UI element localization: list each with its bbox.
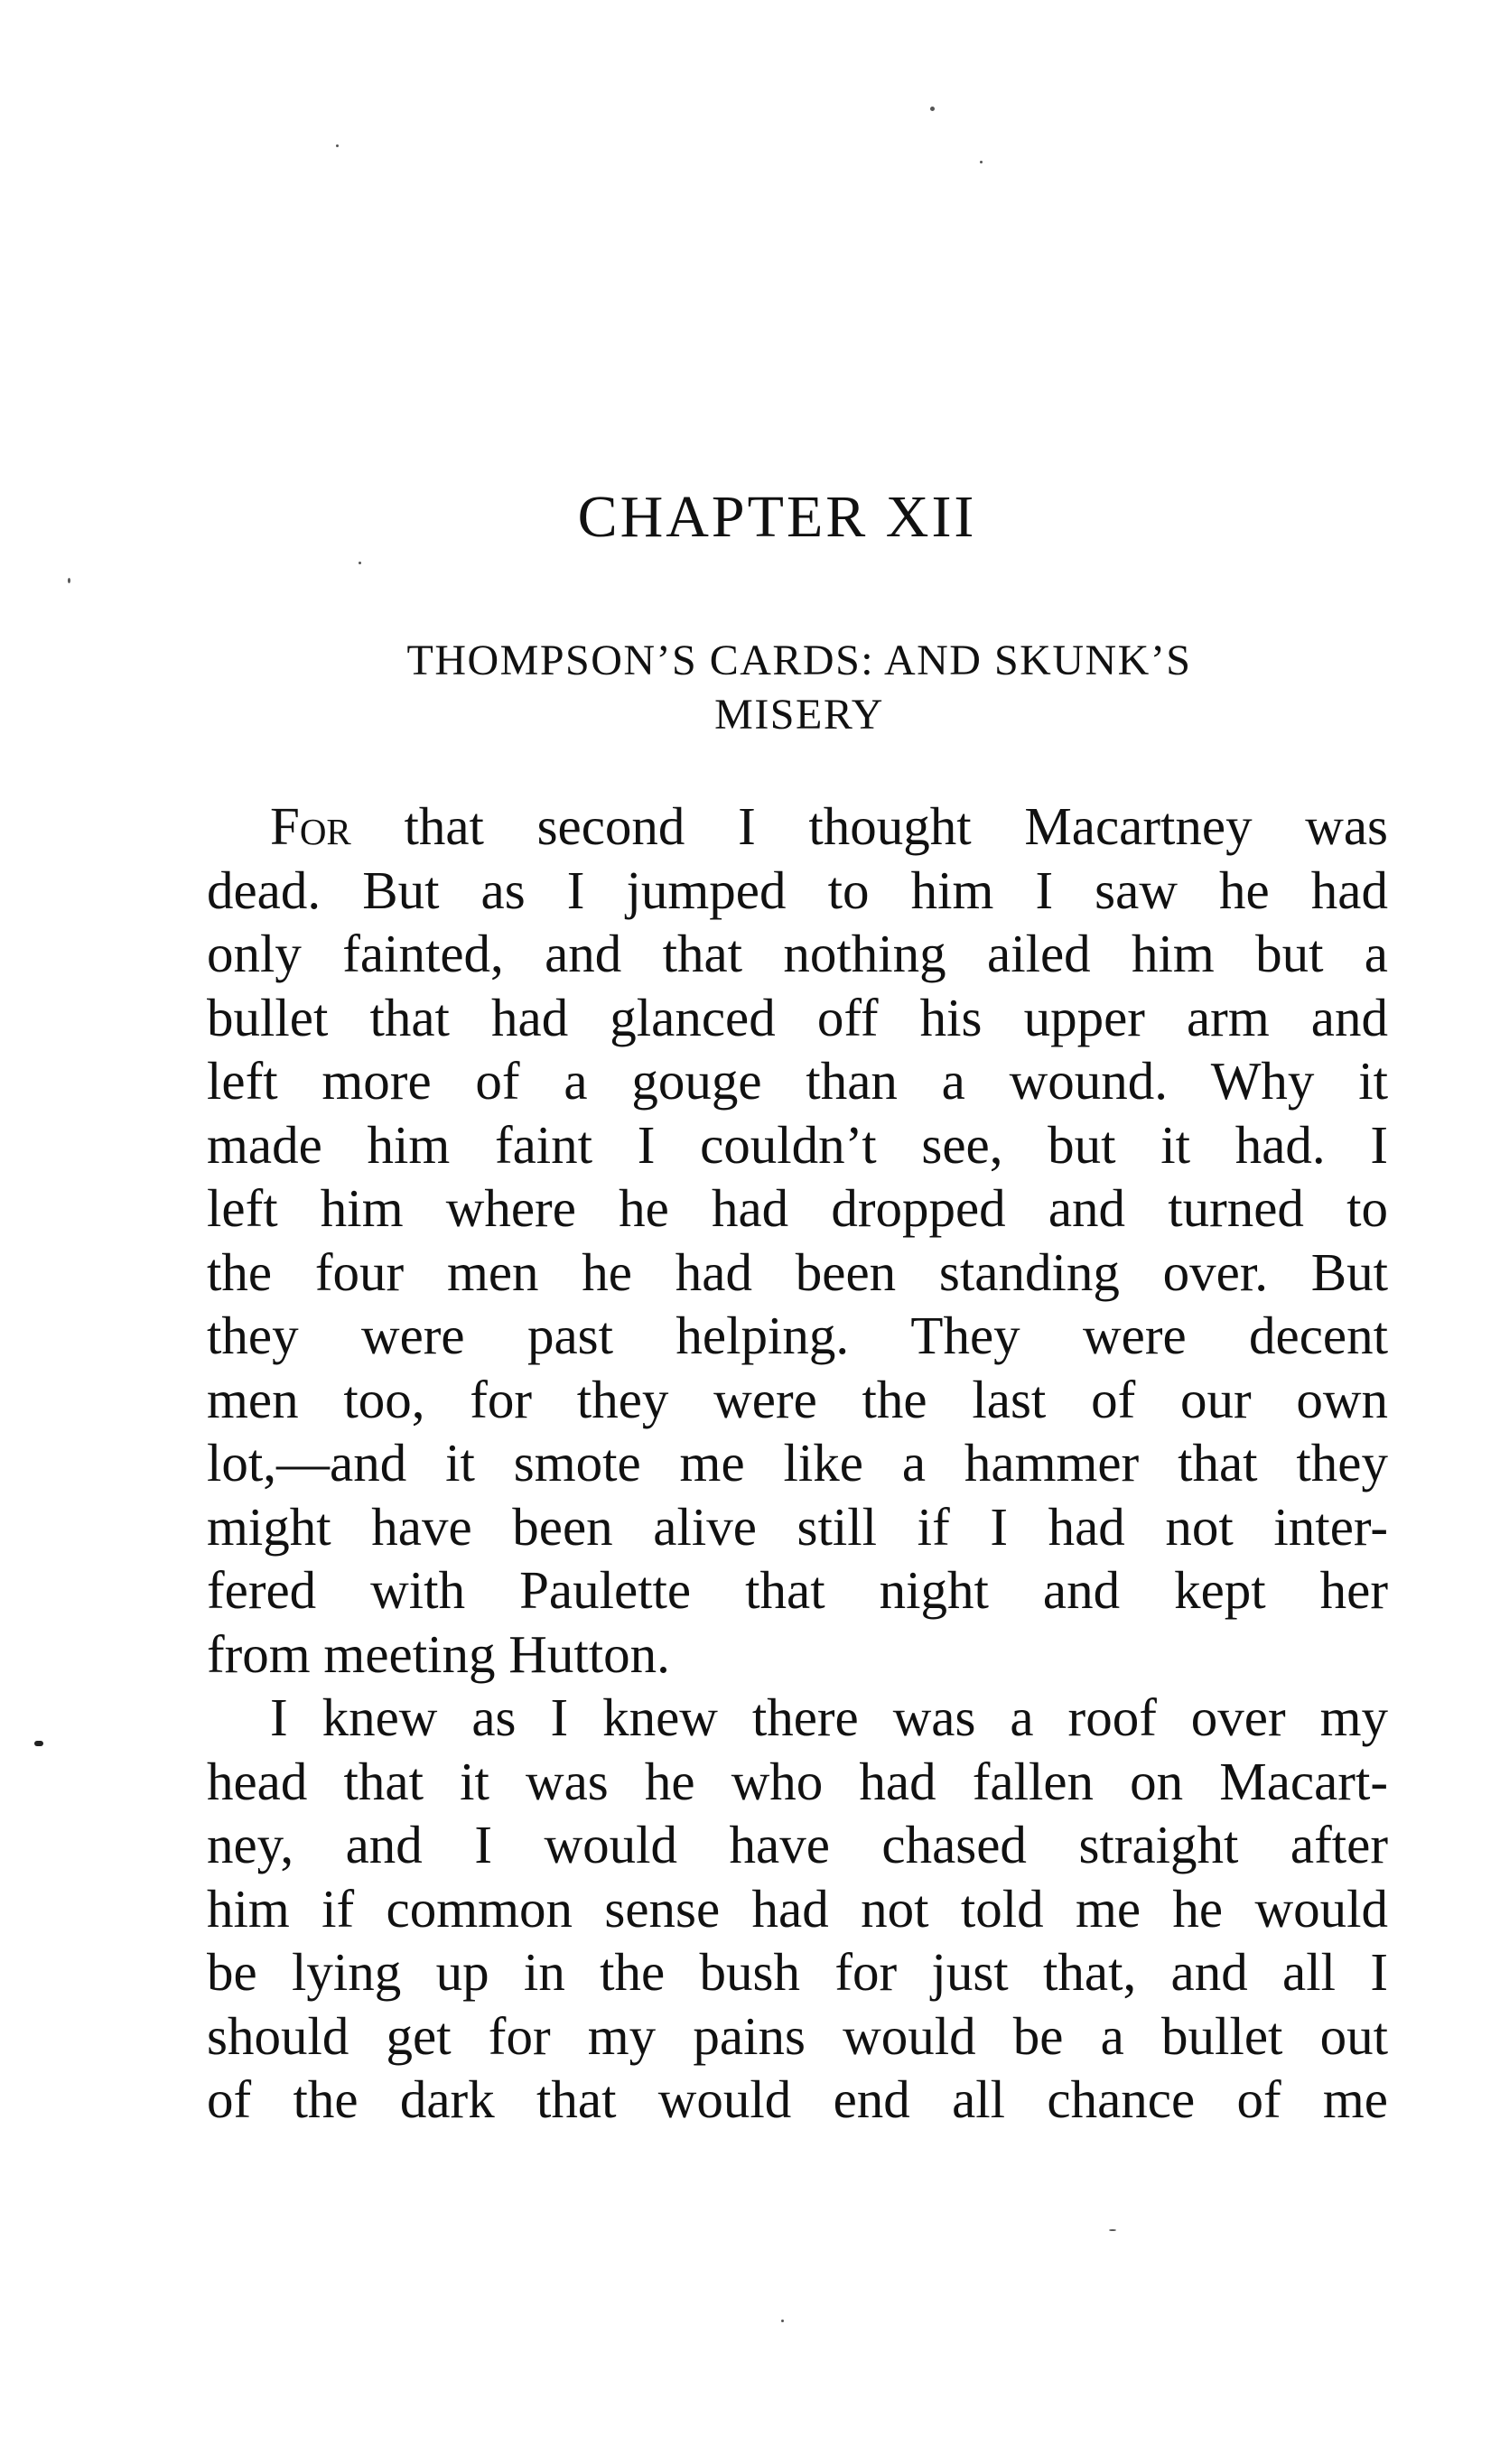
scan-speck: [1109, 2229, 1116, 2231]
chapter-title: [303, 634, 1296, 742]
text-line: ney, and I would have chased straight after: [207, 1815, 1388, 1874]
text-line: might have been alive still if I had not inter-: [207, 1496, 1388, 1557]
text-line: lot,—and it smote me like a hammer that they: [207, 1433, 1388, 1492]
chapter-title-line: THOMPSON’S CARDS: AND SKUNK’S: [406, 637, 1192, 684]
text-line: they were past helping. They were decent: [207, 1306, 1388, 1365]
text-line: bullet that had glanced off his upper arm and: [207, 987, 1388, 1047]
text-line: head that it was he who had fallen on Macart-: [207, 1751, 1388, 1811]
text-line: only fainted, and that nothing ailed him but a: [207, 924, 1388, 983]
scan-speck: [359, 562, 361, 564]
text-line: left him where he had dropped and turned to: [207, 1178, 1388, 1238]
text-line: men too, for they were the last of our own: [207, 1369, 1388, 1429]
text-line: made him faint I couldn’t see, but it had. I: [207, 1114, 1388, 1175]
text-line: left more of a gouge than a wound. Why it: [207, 1051, 1388, 1111]
text-line: the four men he had been standing over. But: [207, 1241, 1388, 1302]
scan-speck: [68, 578, 70, 583]
text-line: from meeting Hutton.: [207, 1623, 670, 1684]
body-text: [207, 795, 1388, 2132]
text-line: dead. But as I jumped to him I saw he had: [207, 860, 1388, 920]
chapter-title-line: MISERY: [714, 691, 884, 739]
text-line: should get for my pains would be a bullet out: [207, 2005, 1388, 2066]
chapter-heading: CHAPTER XII: [577, 484, 977, 550]
scan-speck: [980, 161, 983, 163]
scan-speck: [34, 1741, 43, 1746]
scan-speck: [930, 107, 935, 111]
scan-speck: [781, 2320, 784, 2322]
text-line: be lying up in the bush for just that, and all I: [207, 1942, 1388, 2002]
text-line: him if common sense had not told me he would: [207, 1878, 1388, 1939]
text-line-rest: that second I thought Macartney was: [350, 796, 1388, 856]
text-line: [207, 795, 1388, 859]
scan-speck: [336, 144, 339, 147]
text-line: fered with Paulette that night and kept her: [207, 1560, 1388, 1620]
text-line: I knew as I knew there was a roof over my: [270, 1688, 1388, 1747]
small-caps-opening: For: [270, 796, 351, 856]
text-line: of the dark that would end all chance of me: [207, 2069, 1388, 2129]
